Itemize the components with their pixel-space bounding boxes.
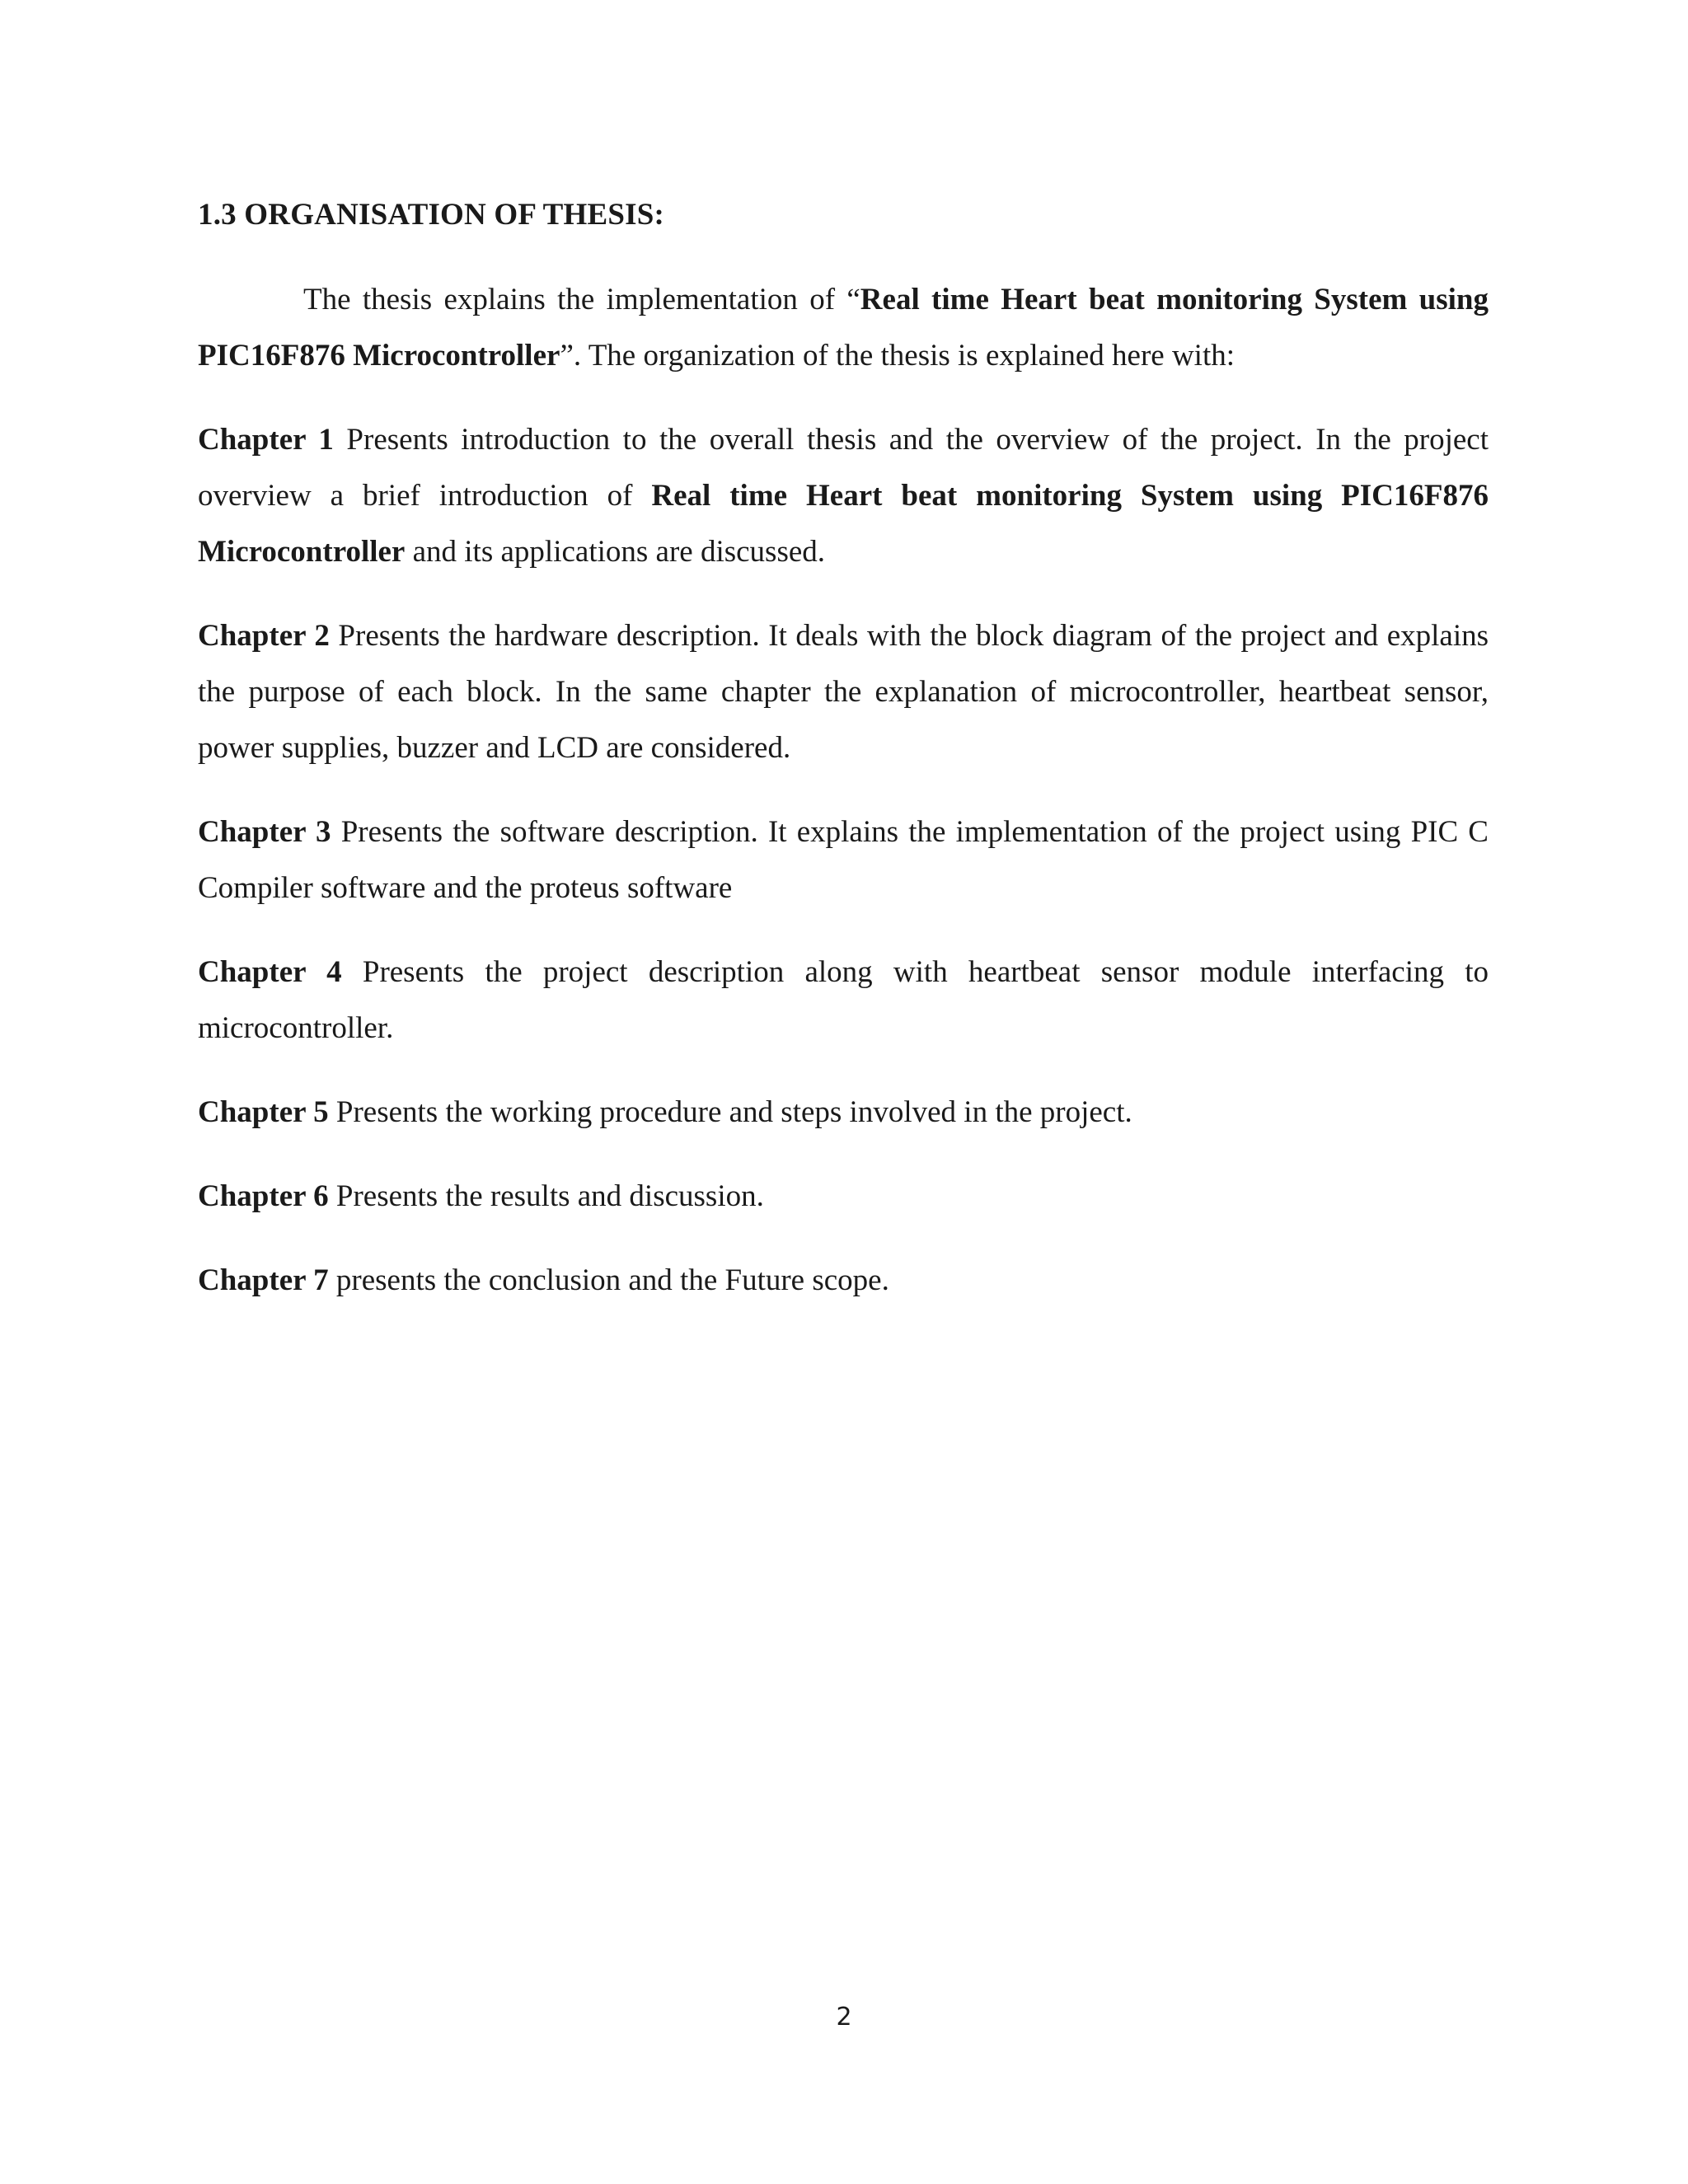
page-content [198, 194, 1489, 1337]
chapter-6-paragraph [198, 1169, 1489, 1225]
chapter-label: Chapter 6 [198, 1179, 329, 1213]
chapter-3-text: Presents the software description. It explains the implementation of the project using PIC C Compiler software and the proteus software [198, 815, 1489, 905]
chapter-label: Chapter 2 [198, 619, 330, 653]
chapter-3-paragraph [198, 804, 1489, 916]
chapter-7-paragraph [198, 1253, 1489, 1309]
chapter-label: Chapter 7 [198, 1263, 329, 1297]
chapter-4-text: Presents the project description along with heartbeat sensor module interfacing to microcontroller. [198, 955, 1489, 1045]
intro-paragraph [198, 272, 1489, 384]
intro-text-after: ”. The organization of the thesis is explained here with: [560, 339, 1236, 373]
chapter-4-paragraph [198, 944, 1489, 1057]
chapter-label: Chapter 1 [198, 423, 334, 457]
section-heading: 1.3 ORGANISATION OF THESIS: [198, 198, 665, 232]
page-number: 2 [836, 2003, 852, 2032]
chapter-1-project-title: Real time Heart beat monitoring System using PIC16F876 Microcontroller [198, 479, 1489, 569]
chapter-5-paragraph [198, 1085, 1489, 1141]
chapter-1-text-after: and its applications are discussed. [405, 535, 826, 569]
intro-text-before: The thesis explains the implementation of “ [303, 283, 860, 316]
chapter-label: Chapter 5 [198, 1095, 329, 1129]
intro-project-title: Real time Heart beat monitoring System using PIC16F876 Microcontroller [198, 283, 1489, 373]
chapter-label: Chapter 3 [198, 815, 331, 849]
chapter-2-text: Presents the hardware description. It deals with the block diagram of the project and explains the purpose of each block. In the same chapter the explanation of microcontroller, heartbeat sensor, power supplies, buzzer and LCD are considered. [198, 619, 1489, 765]
chapter-7-text: presents the conclusion and the Future scope. [328, 1263, 889, 1297]
chapter-label: Chapter 4 [198, 955, 342, 989]
chapter-1-text-before: Presents introduction to the overall thesis and the overview of the project. In the project overview a brief introduction of [198, 423, 1489, 513]
chapter-2-paragraph [198, 608, 1489, 776]
chapter-5-text: Presents the working procedure and steps involved in the project. [328, 1095, 1132, 1129]
chapter-1-paragraph [198, 412, 1489, 580]
chapter-6-text: Presents the results and discussion. [328, 1179, 764, 1213]
